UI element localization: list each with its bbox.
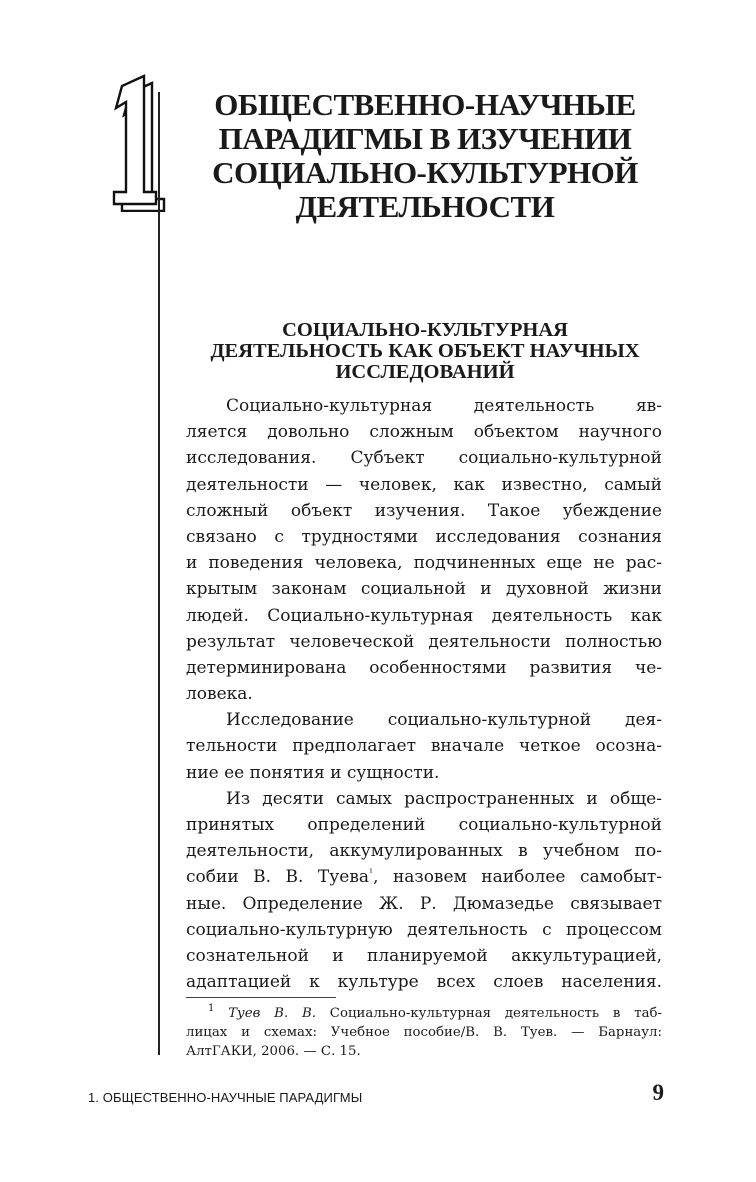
text-line: Социально-культурная деятельность яв- bbox=[226, 396, 662, 416]
section-title-line: СОЦИАЛЬНО-КУЛЬТУРНАЯ bbox=[282, 319, 568, 341]
section-title-line: ДЕЯТЕЛЬНОСТЬ КАК ОБЪЕКТ НАУЧНЫХ bbox=[210, 340, 640, 362]
chapter-number-graphic bbox=[96, 72, 166, 212]
text-segment: собии В. В. Туева bbox=[186, 867, 370, 888]
footnote-reference[interactable]: ¹ bbox=[369, 868, 374, 880]
text-line: результат человеческой деятельности полностью bbox=[186, 631, 662, 652]
section-title-line: ИССЛЕДОВАНИЙ bbox=[335, 361, 515, 383]
text-line: крытым законам социальной и духовной жизни bbox=[186, 579, 662, 600]
chapter-title-line: СОЦИАЛЬНО-КУЛЬТУРНОЙ bbox=[212, 155, 638, 190]
chapter-number-text: 1 bbox=[96, 72, 97, 73]
footnote-line: АлтГАКИ, 2006. — С. 15. bbox=[186, 1044, 361, 1059]
text-line: ные. Определение Ж. Р. Дюмазедье связывает bbox=[186, 893, 662, 914]
body-text bbox=[186, 393, 662, 995]
chapter-vertical-rule bbox=[158, 92, 160, 1055]
footnote-divider bbox=[186, 997, 336, 998]
footnote-marker: 1 bbox=[208, 1003, 215, 1014]
chapter-title-line: ОБЩЕСТВЕННО-НАУЧНЫЕ bbox=[214, 87, 636, 122]
footnote-line bbox=[186, 1004, 662, 1023]
footnote bbox=[186, 1004, 662, 1061]
running-head: 1. ОБЩЕСТВЕННО-НАУЧНЫЕ ПАРАДИГМЫ bbox=[88, 1090, 363, 1105]
chapter-title-line: ПАРАДИГМЫ В ИЗУЧЕНИИ bbox=[218, 121, 632, 156]
text-line: социально-культурную деятельность с процессом bbox=[186, 919, 662, 940]
footnote-text: Социально-культурная деятельность в таб- bbox=[329, 1006, 662, 1021]
text-line-with-footnote-ref bbox=[186, 864, 662, 890]
section-title bbox=[185, 320, 665, 383]
text-line: сложный объект изучения. Такое убеждение bbox=[186, 500, 662, 521]
footnote-author: Туев В. В. bbox=[228, 1006, 316, 1021]
text-line: людей. Социально-культурная деятельность как bbox=[186, 605, 662, 626]
text-line: адаптацией к культуре всех слоев населения. bbox=[186, 972, 662, 993]
text-line: Из десяти самых распространенных и обще- bbox=[226, 788, 662, 809]
text-line: ляется довольно сложным объектом научного bbox=[186, 422, 662, 443]
text-line: исследования. Субъект социально-культурной bbox=[186, 448, 662, 469]
text-line: связано с трудностями исследования сознания bbox=[186, 526, 662, 547]
text-line: ловека. bbox=[186, 684, 253, 705]
text-line: детерминирована особенностями развития че- bbox=[186, 657, 662, 678]
chapter-title bbox=[185, 88, 665, 224]
text-line: деятельности — человек, как известно, самый bbox=[186, 474, 662, 495]
text-segment: , назовем наиболее самобыт- bbox=[373, 867, 662, 888]
page-number: 9 bbox=[652, 1080, 664, 1105]
text-line: Исследование социально-культурной дея- bbox=[226, 710, 662, 731]
text-line: деятельности, аккумулированных в учебном по- bbox=[186, 841, 662, 862]
footnote-line: лицах и схемах: Учебное пособие/В. В. Туев. — Барнаул: bbox=[186, 1025, 662, 1040]
text-line: тельности предполагает вначале четкое осозна- bbox=[186, 736, 662, 757]
text-line: сознательной и планируемой аккультурацией, bbox=[186, 945, 662, 966]
text-line: принятых определений социально-культурной bbox=[186, 815, 662, 835]
text-line: ние ее понятия и сущности. bbox=[186, 762, 440, 783]
chapter-title-line: ДЕЯТЕЛЬНОСТИ bbox=[295, 189, 555, 224]
text-line: и поведения человека, подчиненных еще не рас- bbox=[186, 553, 662, 574]
